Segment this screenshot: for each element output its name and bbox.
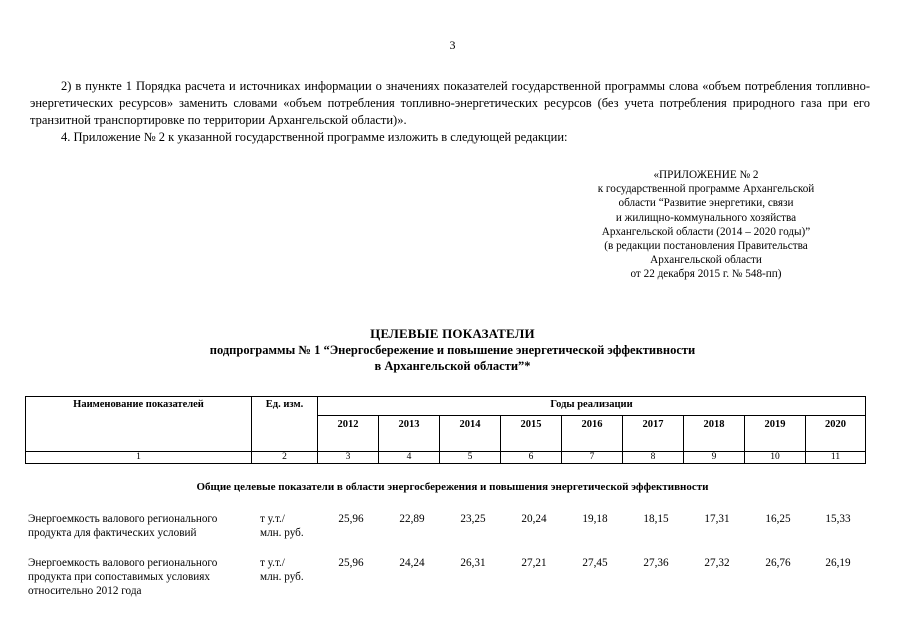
- indicator-name: [28, 556, 258, 598]
- column-number: 2: [252, 452, 318, 464]
- appendix-line: «ПРИЛОЖЕНИЕ № 2: [653, 169, 759, 181]
- indicator-unit: [260, 512, 322, 540]
- indicators-table-header: [25, 396, 866, 464]
- column-number: 10: [745, 452, 806, 464]
- column-number: 4: [379, 452, 440, 464]
- unit-line: т у.т./: [260, 557, 285, 569]
- document-title: [0, 326, 905, 374]
- column-header-unit: Ед. изм.: [252, 397, 318, 452]
- value-2020: 15,33: [825, 513, 851, 525]
- column-number: 5: [440, 452, 501, 464]
- year-header: 2014: [440, 416, 501, 452]
- value-2013: 22,89: [399, 513, 425, 525]
- title-main: ЦЕЛЕВЫЕ ПОКАЗАТЕЛИ: [370, 326, 535, 341]
- indicator-name-line: Энергоемкость валового регионального: [28, 557, 218, 569]
- paragraph-appendix-change: 4. Приложение № 2 к указанной государственной программе изложить в следующей редакции:: [61, 130, 568, 144]
- value-2017: 27,36: [643, 557, 669, 569]
- appendix-line: и жилищно-коммунального хозяйства: [615, 211, 797, 224]
- unit-line: т у.т./: [260, 513, 285, 525]
- appendix-line: области “Развитие энергетики, связи: [618, 197, 794, 210]
- column-number: 8: [623, 452, 684, 464]
- section-heading: Общие целевые показатели в области энергосбережения и повышения энергетической эффективности: [196, 481, 709, 493]
- value-2012: 25,96: [338, 557, 364, 569]
- value-2018: 27,32: [704, 557, 730, 569]
- column-number: 6: [501, 452, 562, 464]
- column-number: 11: [806, 452, 866, 464]
- value-2016: 27,45: [582, 557, 608, 569]
- value-2015: 27,21: [521, 557, 547, 569]
- year-header: 2016: [562, 416, 623, 452]
- appendix-line: Архангельской области (2014 – 2020 годы)”: [601, 225, 811, 238]
- value-2012: 25,96: [338, 513, 364, 525]
- year-header: 2019: [745, 416, 806, 452]
- title-subtitle-line1: подпрограммы № 1 “Энергосбережение и повышение энергетической эффективности: [209, 343, 696, 357]
- year-header: 2012: [318, 416, 379, 452]
- column-header-years: Годы реализации: [318, 397, 866, 416]
- value-2014: 26,31: [460, 557, 486, 569]
- indicator-name-line: относительно 2012 года: [28, 585, 142, 597]
- year-header: 2020: [806, 416, 866, 452]
- value-2016: 19,18: [582, 513, 608, 525]
- value-2019: 26,76: [765, 557, 791, 569]
- appendix-header: [560, 168, 852, 282]
- paragraph-amendment: 2) в пункте 1 Порядка расчета и источниках информации о значениях показателей государственной программы слова «объем потребления топливно-энергетических ресурсов» заменить словами «объем потребления топливно-энергетических ресурсов (без учета потребления природного газа при его транзитной транспортировке по территории Архангельской области)».: [30, 79, 870, 127]
- title-subtitle-line2: в Архангельской области”*: [374, 359, 531, 373]
- value-2015: 20,24: [521, 513, 547, 525]
- unit-line: млн. руб.: [260, 571, 304, 583]
- value-2017: 18,15: [643, 513, 669, 525]
- indicator-unit: [260, 556, 322, 584]
- year-header: 2013: [379, 416, 440, 452]
- value-2018: 17,31: [704, 513, 730, 525]
- appendix-line: Архангельской области: [650, 254, 762, 267]
- appendix-line: к государственной программе Архангельской: [597, 183, 815, 196]
- value-2020: 26,19: [825, 557, 851, 569]
- indicator-name: [28, 512, 258, 540]
- column-number: 3: [318, 452, 379, 464]
- indicator-name-line: продукта для фактических условий: [28, 527, 197, 539]
- indicator-name-line: Энергоемкость валового регионального: [28, 513, 218, 525]
- column-header-name: Наименование показателей: [26, 397, 252, 452]
- indicator-name-line: продукта при сопоставимых условиях: [28, 571, 210, 583]
- column-number: 9: [684, 452, 745, 464]
- value-2013: 24,24: [399, 557, 425, 569]
- column-number: 1: [26, 452, 252, 464]
- year-header: 2015: [501, 416, 562, 452]
- column-number: 7: [562, 452, 623, 464]
- page-number: 3: [449, 38, 456, 52]
- appendix-line: от 22 декабря 2015 г. № 548-пп): [630, 268, 782, 281]
- year-header: 2018: [684, 416, 745, 452]
- value-2019: 16,25: [765, 513, 791, 525]
- value-2014: 23,25: [460, 513, 486, 525]
- unit-line: млн. руб.: [260, 527, 304, 539]
- year-header: 2017: [623, 416, 684, 452]
- appendix-line: (в редакции постановления Правительства: [604, 240, 808, 253]
